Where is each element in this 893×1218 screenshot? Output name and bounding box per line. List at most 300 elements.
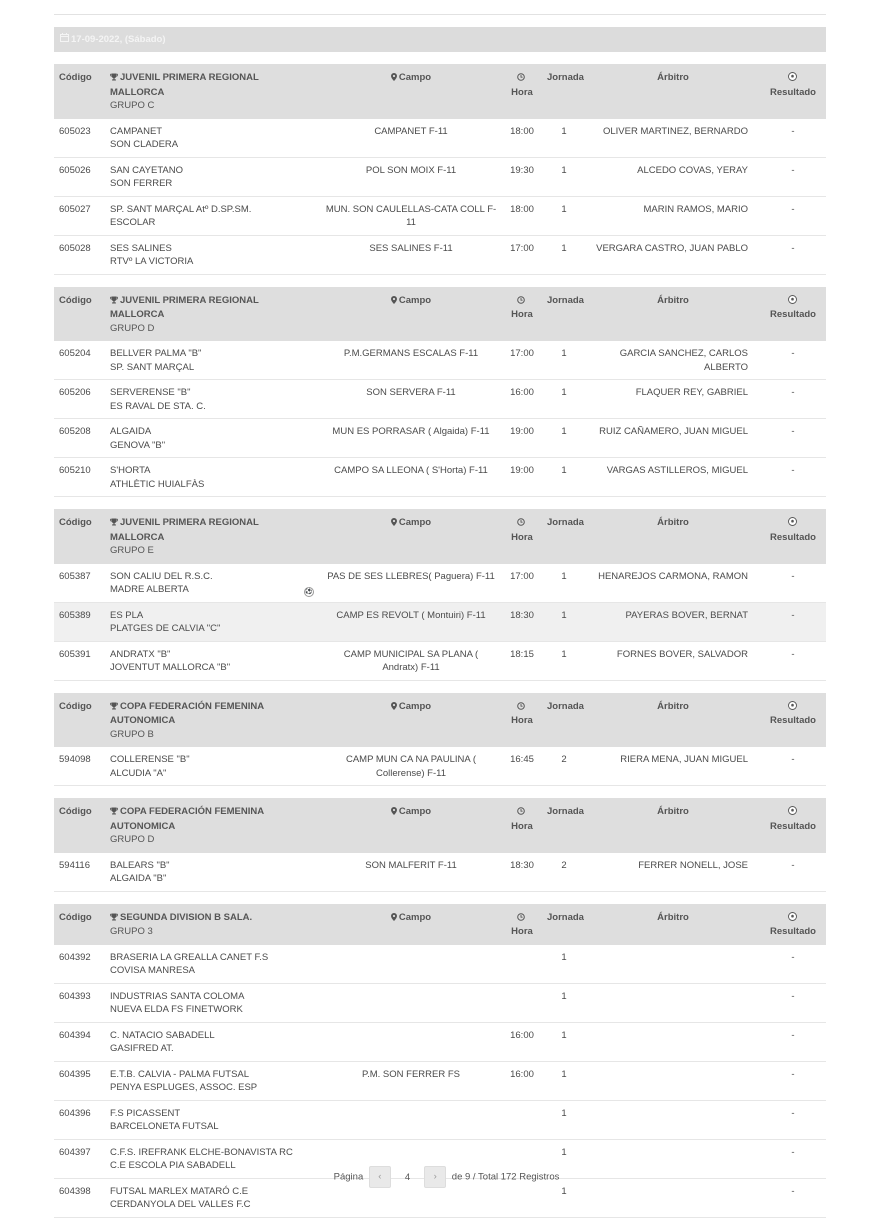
away-team: PLATGES DE CALVIA "C" [110,623,221,634]
col-campo-label: Campo [398,911,432,923]
teams-cell [105,945,320,984]
away-team: ES RAVAL DE STA. C. [110,400,206,412]
match-code-cell [54,602,105,641]
teams-cell [105,853,320,892]
header-row [54,798,826,853]
match-row[interactable] [54,983,826,1022]
clock-icon [517,701,525,715]
resultado-cell [760,196,826,235]
teams-cell [105,602,320,641]
competition-name-line2: AUTONOMICA [110,715,176,726]
match-code-cell [54,458,105,497]
jornada-cell [542,419,586,458]
hora-cell [502,983,542,1022]
col-arbitro [586,693,760,748]
hora-cell [502,641,542,680]
resultado-cell [760,853,826,892]
referee-assigned-icon: ⚽ [305,588,313,595]
teams-cell [105,380,320,419]
col-campo-label: Campo [398,72,432,83]
kickoff-time: 18:30 [510,609,534,621]
next-page-button[interactable]: › [424,1166,446,1188]
match-result: - [791,648,795,660]
referee-name: RIERA MENA, JUAN MIGUEL [620,754,748,765]
clock-icon [517,517,525,531]
header-row [54,64,826,119]
teams-cell [105,235,320,274]
referee-name: VARGAS ASTILLEROS, MIGUEL [606,465,748,476]
jornada-cell [542,196,586,235]
hora-cell [502,157,542,196]
col-arbitro-label: Árbitro [657,294,689,306]
referee-name: HENAREJOS CARMONA, RAMON [598,570,748,582]
match-code: 605028 [59,242,91,254]
competition-table [54,798,826,892]
jornada-cell [542,235,586,274]
col-hora [502,904,542,945]
trophy-icon [110,912,118,926]
round-number: 1 [561,609,567,621]
col-campo-label: Campo [398,517,432,528]
kickoff-time: 19:30 [510,164,534,176]
trophy-icon [110,806,118,820]
teams-cell [105,1022,320,1061]
match-code: 594116 [59,859,90,871]
arbitro-cell [586,641,760,680]
match-result: - [791,990,795,1002]
venue: P.M. SON FERRER FS [361,1068,460,1080]
col-arbitro-label: Árbitro [657,72,689,83]
group-name: GRUPO E [110,545,154,556]
match-row[interactable] [54,341,826,380]
away-team: C.E ESCOLA PIA SABADELL [110,1160,236,1171]
resultado-cell [760,945,826,984]
match-row[interactable] [54,458,826,497]
match-code-cell [54,1100,105,1139]
campo-cell [320,853,502,892]
arbitro-cell [586,1061,760,1100]
match-rows [54,747,826,786]
pagination-summary: de 9 / Total 172 Registros [451,1171,560,1183]
date-header [54,27,826,52]
away-team: ALCUDIA "A" [110,767,167,779]
col-campo [320,287,502,342]
col-jornada-label: Jornada [547,517,584,528]
home-team: INDUSTRIAS SANTA COLOMA [110,990,245,1002]
competition-table [54,509,826,681]
match-result: - [791,754,795,765]
match-code-cell [54,119,105,158]
table-header [54,64,826,119]
match-code-cell [54,641,105,680]
match-row[interactable] [54,945,826,984]
match-row[interactable] [54,602,826,641]
referee-name: RUIZ CAÑAMERO, JUAN MIGUEL [599,426,748,437]
kickoff-time: 16:00 [510,387,534,398]
arbitro-cell [586,945,760,984]
round-number: 1 [561,1068,567,1080]
match-code: 604394 [59,1029,91,1041]
competition-name: JUVENIL PRIMERA REGIONAL MALLORCA [110,294,259,320]
col-resultado [760,693,826,748]
match-result: - [791,609,795,621]
round-number: 1 [561,465,567,476]
campo-cell [320,945,502,984]
resultado-cell [760,419,826,458]
match-row[interactable] [54,747,826,786]
round-number: 1 [561,348,567,359]
jornada-cell [542,458,586,497]
venue: SON SERVERA F-11 [366,387,456,398]
home-team: C.F.S. IREFRANK ELCHE-BONAVISTA RC [110,1146,293,1158]
match-rows [54,853,826,892]
hora-cell [502,235,542,274]
round-number: 1 [561,648,567,660]
round-number: 1 [561,1146,567,1158]
match-result: - [791,465,795,476]
teams-cell [105,747,320,786]
col-hora-label: Hora [511,715,533,726]
col-codigo [54,64,105,119]
resultado-cell [760,1022,826,1061]
teams-cell [105,641,320,680]
hora-cell [502,1022,542,1061]
kickoff-time: 18:00 [510,203,534,215]
col-arbitro [586,509,760,564]
campo-cell [320,419,502,458]
match-row[interactable] [54,1022,826,1061]
teams-cell [105,196,320,235]
table-header [54,693,826,748]
home-team: COLLERENSE "B" [110,754,190,765]
col-codigo-label: Código [59,806,92,817]
jornada-cell [542,641,586,680]
col-resultado-label: Resultado [770,820,816,832]
jornada-cell [542,1061,586,1100]
kickoff-time: 16:45 [510,754,534,765]
col-campo [320,509,502,564]
match-result: - [791,951,795,963]
teams-cell [105,458,320,497]
header-row [54,693,826,748]
col-jornada [542,509,586,564]
competition-header [105,904,320,945]
campo-cell [320,458,502,497]
home-team: BALEARS "B" [110,859,170,871]
hora-cell [502,341,542,380]
match-row[interactable] [54,419,826,458]
col-resultado [760,287,826,342]
match-row[interactable] [54,564,826,603]
resultado-cell [760,1061,826,1100]
match-code: 605026 [59,164,91,176]
venue: MUN. SON CAULELLAS-CATA COLL F-11 [325,203,497,228]
match-result: - [791,387,795,398]
clock-icon [517,806,525,820]
col-campo [320,798,502,853]
away-team: RTVº LA VICTORIA [110,256,194,267]
arbitro-cell [586,196,760,235]
competition-header [105,64,320,119]
results-panel [54,0,826,1218]
resultado-cell [760,235,826,274]
col-arbitro-label: Árbitro [657,700,689,712]
resultado-cell [760,380,826,419]
home-team: F.S PICASSENT [110,1107,181,1119]
round-number: 1 [561,1029,567,1041]
competition-header [105,287,320,342]
hora-cell [502,119,542,158]
resultado-cell [760,602,826,641]
campo-cell [320,341,502,380]
away-team: GASIFRED AT. [110,1043,174,1054]
referee-name: VERGARA CASTRO, JUAN PABLO [596,242,748,254]
group-name: GRUPO 3 [110,926,153,937]
match-result: - [791,1029,795,1041]
teams-cell [105,564,320,603]
teams-cell [105,419,320,458]
page-label: Página [333,1171,364,1183]
home-team: SAN CAYETANO [110,164,184,176]
competition-name: COPA FEDERACIÓN FEMENINA [120,806,265,817]
header-row [54,904,826,945]
table-header [54,509,826,564]
col-campo [320,904,502,945]
venue: SES SALINES F-11 [369,242,453,254]
hora-cell [502,458,542,497]
match-row[interactable] [54,380,826,419]
match-row[interactable] [54,641,826,680]
match-code: 605210 [59,465,91,476]
away-team: GENOVA "B" [110,439,166,451]
match-row[interactable] [54,853,826,892]
teams-cell [105,157,320,196]
match-code: 605208 [59,426,91,437]
away-team: MADRE ALBERTA [110,584,189,595]
col-arbitro [586,287,760,342]
competition-name-line2: AUTONOMICA [110,820,176,832]
arbitro-cell [586,119,760,158]
soccer-ball-icon [788,806,797,820]
resultado-cell [760,1100,826,1139]
arbitro-cell [586,564,760,603]
match-result: - [791,1146,795,1158]
header-row [54,509,826,564]
home-team: ANDRATX "B" [110,648,171,660]
prev-page-button[interactable]: ‹ [369,1166,391,1188]
match-result: - [791,1185,795,1197]
jornada-cell [542,341,586,380]
home-team: ALGAIDA [110,426,152,437]
match-code-cell [54,564,105,603]
campo-cell [320,983,502,1022]
referee-name: OLIVER MARTINEZ, BERNARDO [603,125,748,137]
map-pin-icon [391,912,397,926]
col-codigo [54,798,105,853]
match-code: 605204 [59,348,91,359]
jornada-cell [542,157,586,196]
col-hora-label: Hora [511,820,533,832]
campo-cell [320,641,502,680]
arbitro-cell [586,235,760,274]
col-hora-label: Hora [511,309,533,320]
round-number: 2 [561,754,567,765]
hora-cell [502,564,542,603]
resultado-cell [760,119,826,158]
resultado-cell [760,641,826,680]
resultado-cell [760,458,826,497]
col-codigo-label: Código [59,700,92,712]
round-number: 1 [561,164,567,176]
away-team: ALGAIDA "B" [110,873,167,884]
round-number: 1 [561,125,567,137]
match-row[interactable] [54,235,826,274]
hora-cell [502,419,542,458]
away-team: CERDANYOLA DEL VALLES F.C [110,1199,251,1210]
round-number: 1 [561,242,567,254]
match-code: 605391 [59,648,91,660]
match-code-cell [54,235,105,274]
hora-cell [502,196,542,235]
teams-cell [105,119,320,158]
home-team: SON CALIU DEL R.S.C. [110,570,213,582]
col-arbitro [586,64,760,119]
hora-cell [502,380,542,419]
group-name: GRUPO B [110,728,154,740]
col-codigo-label: Código [59,294,92,306]
kickoff-time: 16:00 [510,1068,534,1080]
away-team: SP. SANT MARÇAL [110,361,195,373]
match-rows [54,341,826,497]
campo-cell [320,1100,502,1139]
jornada-cell [542,853,586,892]
map-pin-icon [391,806,397,820]
col-campo-label: Campo [398,294,432,306]
trophy-icon [110,517,118,531]
match-result: - [791,426,795,437]
competition-header [105,693,320,748]
arbitro-cell [586,602,760,641]
jornada-cell [542,1100,586,1139]
current-page: 4 [404,1171,411,1183]
venue: CAMPO SA LLEONA ( S'Horta) F-11 [334,465,488,476]
venue: CAMP ES REVOLT ( Montuiri) F-11 [336,609,486,621]
jornada-cell [542,564,586,603]
map-pin-icon [391,295,397,309]
map-pin-icon [391,517,397,531]
match-row[interactable] [54,1100,826,1139]
table-header [54,287,826,342]
col-jornada-label: Jornada [547,806,584,817]
campo-cell [320,196,502,235]
kickoff-time: 16:00 [510,1029,534,1041]
arbitro-cell [586,747,760,786]
away-team: SON FERRER [110,178,173,189]
col-hora [502,693,542,748]
away-team: BARCELONETA FUTSAL [110,1121,219,1132]
col-jornada-label: Jornada [547,911,584,923]
col-resultado-label: Resultado [770,926,816,937]
match-code-cell [54,747,105,786]
col-codigo-label: Código [59,72,92,83]
campo-cell [320,235,502,274]
referee-name: GARCIA SANCHEZ, CARLOS ALBERTO [619,348,748,373]
clock-icon [517,295,525,309]
home-team: SP. SANT MARÇAL Atº D.SP.SM. [110,203,252,215]
header-row [54,287,826,342]
venue: CAMPANET F-11 [374,125,448,137]
away-team: ATHLÈTIC HUIALFÀS [110,478,205,490]
referee-name: FORNES BOVER, SALVADOR [616,648,748,660]
kickoff-time: 18:15 [510,648,534,660]
hora-cell [502,853,542,892]
venue: MUN ES PORRASAR ( Algaida) F-11 [332,426,490,437]
kickoff-time: 17:00 [510,348,534,359]
competition-table [54,64,826,275]
referee-name: MARIN RAMOS, MARIO [643,203,748,215]
match-row[interactable] [54,157,826,196]
col-codigo [54,904,105,945]
jornada-cell [542,380,586,419]
round-number: 1 [561,203,567,215]
kickoff-time: 18:00 [510,125,534,137]
arbitro-cell [586,157,760,196]
col-arbitro-label: Árbitro [657,806,689,817]
home-team: SERVERENSE "B" [110,387,191,398]
match-result: - [791,348,795,359]
arbitro-cell [586,458,760,497]
soccer-ball-icon [788,72,797,86]
match-row[interactable] [54,119,826,158]
match-code: 605023 [59,125,91,137]
match-row[interactable] [54,1061,826,1100]
match-row[interactable] [54,196,826,235]
match-groups [54,64,826,1218]
match-result: - [791,164,795,176]
pagination [0,1166,893,1188]
resultado-cell [760,747,826,786]
col-resultado [760,904,826,945]
venue: PAS DE SES LLEBRES( Paguera) F-11 [327,570,495,582]
table-header [54,904,826,945]
jornada-cell [542,602,586,641]
campo-cell [320,1022,502,1061]
col-codigo-label: Código [59,517,92,528]
match-code: 604398 [59,1185,91,1197]
clock-icon [517,912,525,926]
group-name: GRUPO D [110,322,155,334]
competition-header [105,798,320,853]
competition-header [105,509,320,564]
match-code: 605027 [59,203,91,215]
match-code: 604395 [59,1068,91,1080]
home-team: SES SALINES [110,242,172,254]
home-team: ES PLA [110,609,144,621]
round-number: 2 [561,859,567,871]
kickoff-time: 17:00 [510,570,534,582]
away-team: PENYA ESPLUGES, ASSOC. ESP [110,1082,258,1093]
col-arbitro-label: Árbitro [657,517,689,528]
col-arbitro-label: Árbitro [657,911,689,923]
campo-cell [320,602,502,641]
kickoff-time: 17:00 [510,242,534,254]
arbitro-cell [586,853,760,892]
hora-cell [502,1061,542,1100]
col-resultado-label: Resultado [770,715,816,726]
match-code-cell [54,419,105,458]
match-code-cell [54,1022,105,1061]
hora-cell [502,602,542,641]
